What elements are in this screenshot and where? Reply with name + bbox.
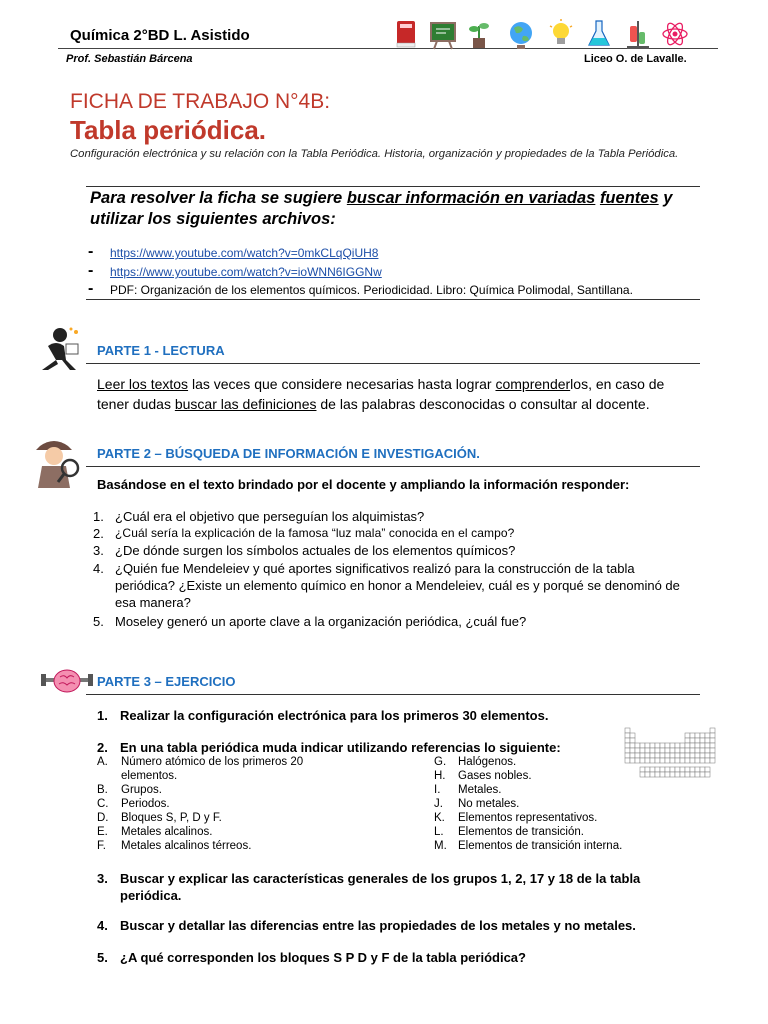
detective-icon — [28, 434, 84, 490]
part3-heading: PARTE 3 – EJERCICIO — [97, 674, 236, 689]
part1-rule — [86, 363, 700, 364]
page-subtitle: Configuración electrónica y su relación con la Tabla Periódica. Historia, organización y propiedades de la Tabla Periódica. — [70, 148, 679, 160]
intro-text: Para resolver la ficha se sugiere buscar información en variadas fuentes y utilizar los siguientes archivos: — [90, 189, 673, 228]
course-title: Química 2°BD L. Asistido — [70, 27, 250, 44]
worksheet-number: FICHA DE TRABAJO N°4B: — [70, 90, 331, 113]
part2-lead: Basándose en el texto brindado por el docente y ampliando la información responder: — [97, 477, 630, 492]
brain-dumbbell-icon — [40, 665, 94, 695]
blank-periodic-table-image — [624, 727, 720, 793]
school-name: Liceo O. de Lavalle. — [584, 53, 687, 65]
chalkboard-icon — [431, 23, 455, 49]
part1-paragraph: Leer los textos las veces que considere necesarias hasta lograr comprenderlos, en caso de tener dudas buscar las definiciones de las palabras desconocidas o consultar al docente. — [97, 376, 665, 412]
resource-link[interactable]: https://www.youtube.com/watch?v=0mkCLqQiUH8 — [110, 246, 379, 260]
reading-person-icon — [32, 326, 84, 372]
part3-rule — [86, 694, 700, 695]
intro-top-rule — [86, 186, 700, 187]
plant-icon — [469, 23, 489, 48]
options-left: A. Número atómico de los primeros 20 elementos. B. Grupos. C. Periodos. D. Bloques S, P, D y F. E. Metales alcalinos. F. Metales alcalinos térreos. — [97, 756, 304, 852]
globe-icon — [510, 22, 532, 49]
intro-bottom-rule — [86, 299, 700, 300]
part2-rule — [86, 466, 700, 467]
options-right: G. Halógenos. H. Gases nobles. I. Metales. J. No metales. K. Elementos representativos. L. Elementos de transición. M. Elementos de transición interna. — [434, 756, 623, 852]
atom-icon — [663, 21, 687, 47]
resource-text: PDF: Organización de los elementos químicos. Periodicidad. Libro: Química Polimodal, Santillana. — [110, 283, 633, 297]
part2-heading: PARTE 2 – BÚSQUEDA DE INFORMACIÓN E INVESTIGACIÓN. — [97, 446, 480, 461]
book-icon — [397, 21, 415, 47]
header-icons — [393, 18, 693, 52]
resource-link[interactable]: https://www.youtube.com/watch?v=ioWNN6IGGNw — [110, 265, 382, 279]
teacher-name: Prof. Sebastián Bárcena — [66, 53, 193, 65]
lightbulb-icon — [550, 19, 572, 44]
part1-heading: PARTE 1 - LECTURA — [97, 343, 225, 358]
flask-icon — [589, 21, 609, 45]
lab-stand-icon — [627, 21, 649, 49]
page-title: Tabla periódica. — [70, 115, 267, 145]
